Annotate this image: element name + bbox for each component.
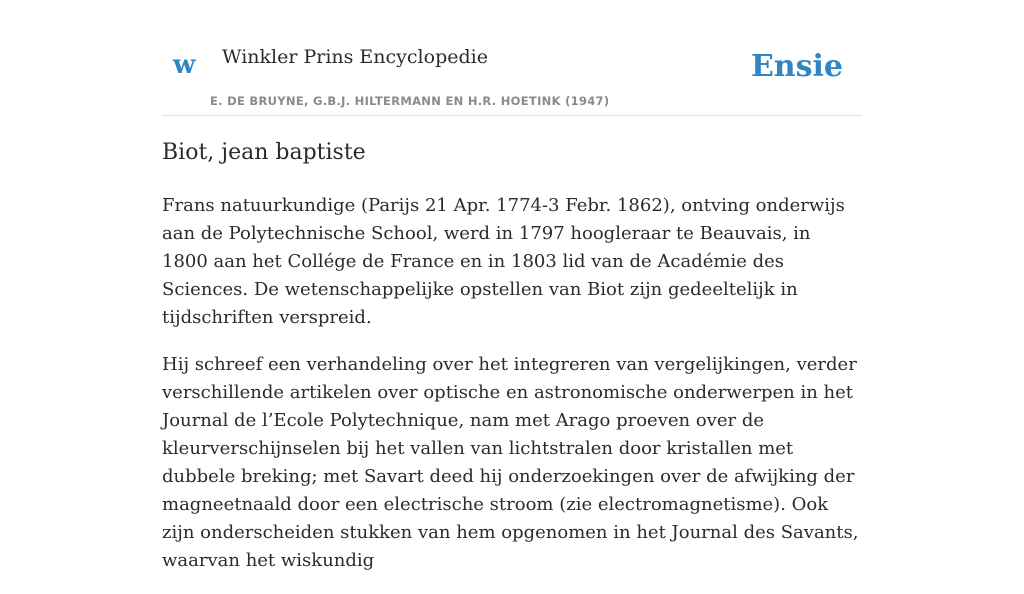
- publication-title[interactable]: Winkler Prins Encyclopedie: [222, 46, 488, 68]
- article-paragraph: Frans natuurkundige (Parijs 21 Apr. 1774-3 Febr. 1862), ontving onderwijs aan de Polytechnische School, werd in 1797 hoogleraar te Beauvais, in 1800 aan het Collége de France en in 1803 lid van de Académie des Sciences. De wetenschappelijke opstellen van Biot zijn gedeeltelijk in tijdschriften verspreid.: [162, 195, 845, 328]
- article-body: [162, 192, 862, 594]
- article-paragraph: Hij schreef een verhandeling over het integreren van vergelijkingen, verder verschillende artikelen over optische en astronomische onderwerpen in het Journal de l’Ecole Polytechnique, nam met Arago proeven over de kleurverschijnselen bij het vallen van lichtstralen door kristallen met dubbele breking; met Savart deed hij onderzoekingen over de afwijking der magneetnaald door een electrische stroom (zie electromagnetisme). Ook zijn onderscheiden stukken van hem opgenomen in het Journal des Savants, waarvan het wiskundig: [162, 354, 859, 571]
- ensie-logo[interactable]: Ensie: [750, 49, 843, 84]
- site-header: [162, 0, 862, 116]
- publication-authors: E. DE BRUYNE, G.B.J. HILTERMANN EN H.R. HOETINK (1947): [210, 94, 610, 108]
- publication-logo-icon[interactable]: w: [173, 50, 196, 80]
- article-title: Biot, jean baptiste: [162, 140, 366, 165]
- page: [162, 0, 862, 571]
